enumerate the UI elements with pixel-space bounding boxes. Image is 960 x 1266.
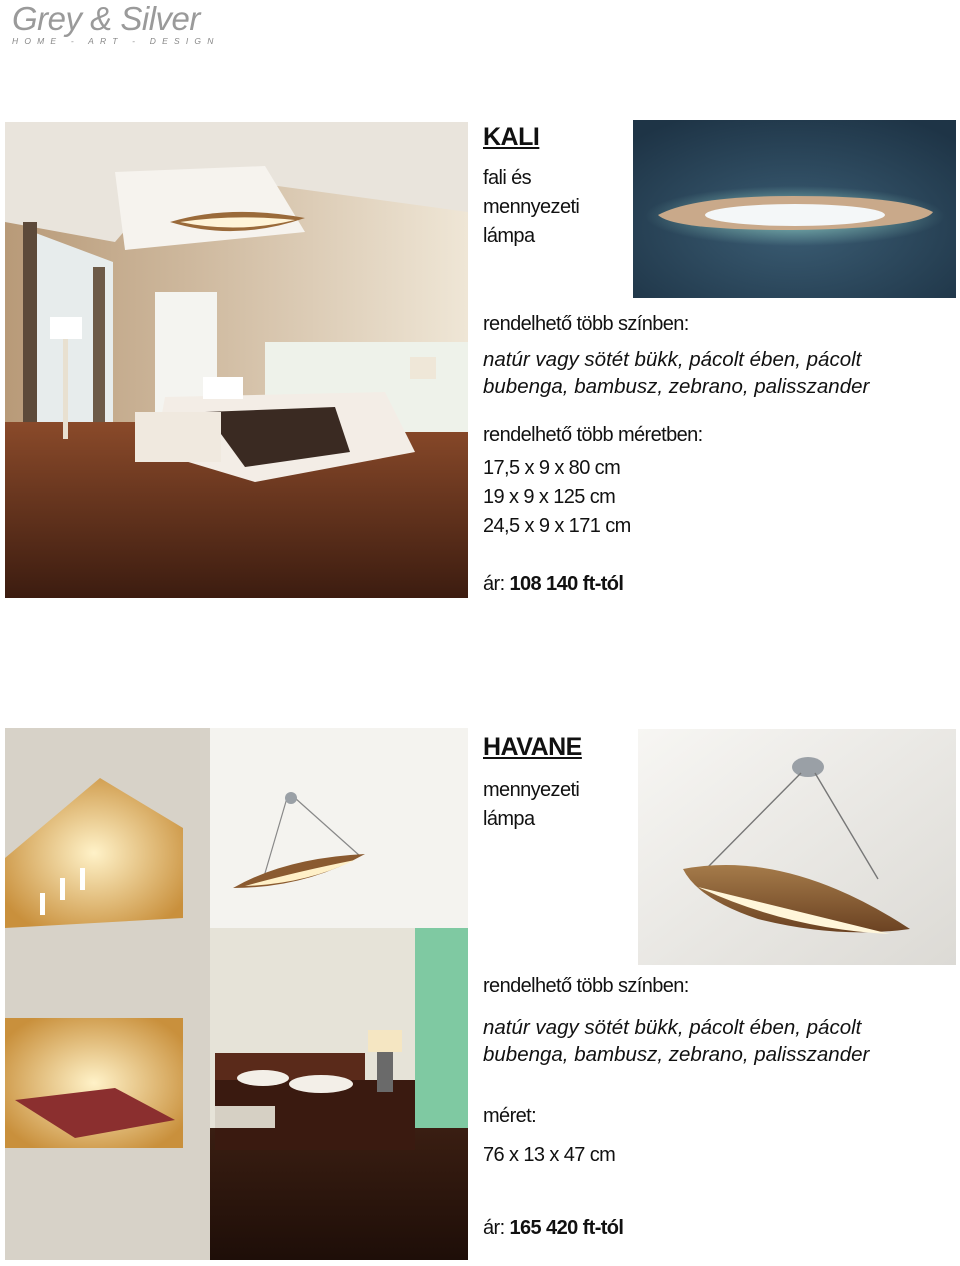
kali-price-value: 108 140 ft-tól (509, 573, 624, 595)
havane-price-value: 165 420 ft-tól (509, 1217, 624, 1239)
havane-room-photo (5, 728, 468, 1260)
havane-price (483, 1214, 623, 1243)
havane-colors-line: bubenga, bambusz, zebrano, palisszander (483, 1043, 870, 1066)
kali-size: 19 x 9 x 125 cm (483, 486, 616, 508)
kali-room-photo (5, 122, 468, 598)
kali-size: 24,5 x 9 x 171 cm (483, 515, 631, 537)
kali-type-line: fali és (483, 167, 532, 189)
brand-logo (12, 0, 220, 46)
havane-title: HAVANE (483, 733, 582, 761)
kali-lamp-photo (633, 120, 956, 298)
kali-price-label: ár: (483, 573, 505, 595)
kali-type-line: lámpa (483, 225, 535, 247)
logo-name: Grey & Silver (12, 0, 200, 37)
kali-sizes-label: rendelhető több méretben: (483, 424, 703, 446)
kali-type-line: mennyezeti (483, 196, 580, 218)
kali-colors-label: rendelhető több színben: (483, 313, 689, 335)
kali-size: 17,5 x 9 x 80 cm (483, 457, 621, 479)
logo-tagline: HOME - ART - DESIGN (12, 36, 220, 46)
kali-price (483, 570, 623, 599)
havane-price-label: ár: (483, 1217, 505, 1239)
havane-size: 76 x 13 x 47 cm (483, 1144, 616, 1166)
kali-colors-line: bubenga, bambusz, zebrano, palisszander (483, 375, 870, 398)
havane-colors-line: natúr vagy sötét bükk, pácolt ében, pácolt (483, 1016, 862, 1039)
kali-colors-line: natúr vagy sötét bükk, pácolt ében, pácolt (483, 348, 862, 371)
havane-lamp-photo (638, 729, 956, 965)
havane-colors-label: rendelhető több színben: (483, 975, 689, 997)
kali-title: KALI (483, 123, 540, 151)
havane-type-line: mennyezeti (483, 779, 580, 801)
havane-sizes-label: méret: (483, 1105, 537, 1127)
havane-type-line: lámpa (483, 808, 535, 830)
